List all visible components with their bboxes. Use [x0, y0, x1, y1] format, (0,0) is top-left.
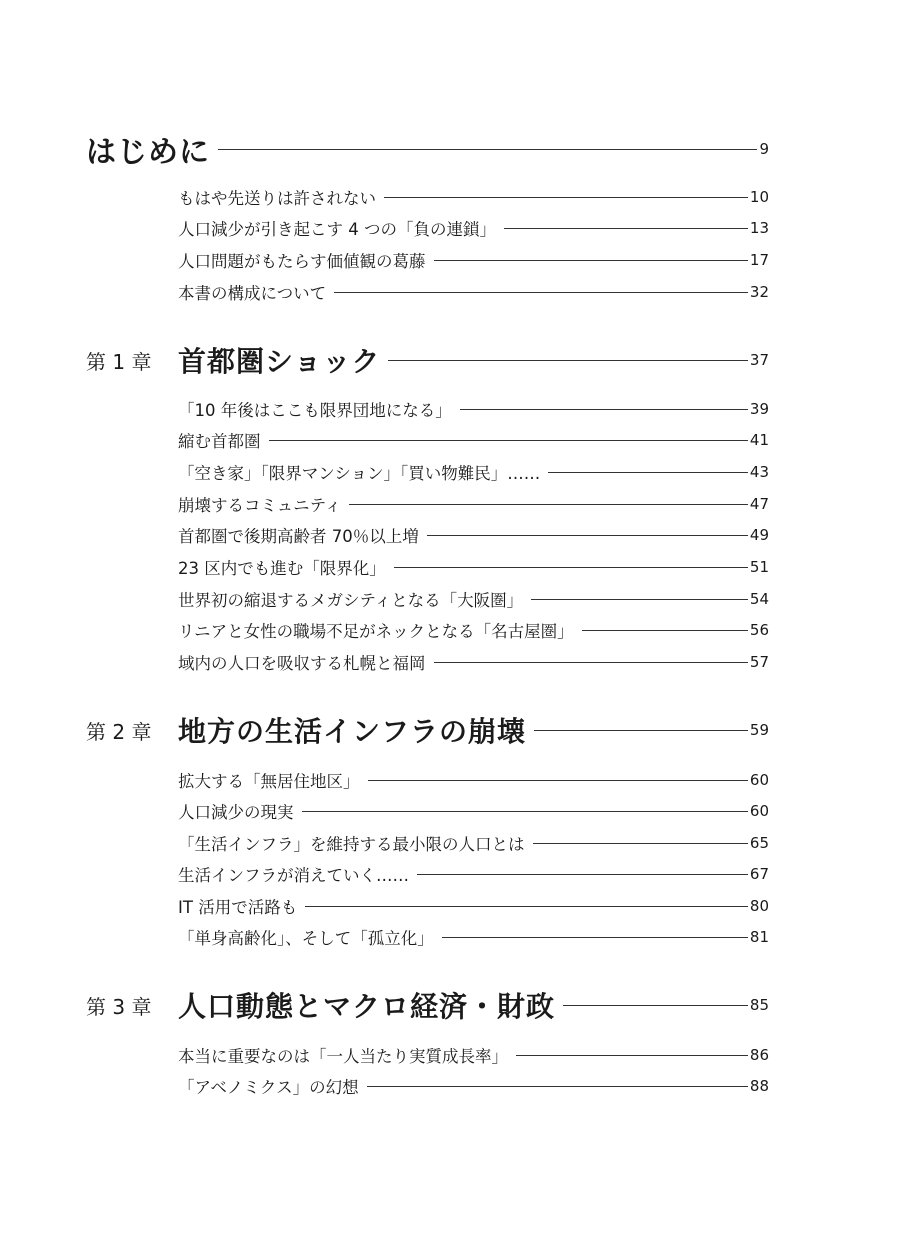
dot-leader: [434, 260, 748, 261]
dot-leader: [533, 843, 748, 844]
dot-leader: [218, 149, 757, 150]
section-title: もはや先送りは許されない: [178, 189, 376, 208]
toc-entry: [178, 523, 769, 547]
page-number: 60: [749, 771, 769, 789]
page-number: 17: [749, 251, 769, 269]
dot-leader: [394, 567, 748, 568]
page-number: 80: [749, 897, 769, 915]
page-number: 9: [759, 140, 769, 158]
toc-entry: [178, 831, 769, 855]
dot-leader: [516, 1055, 748, 1056]
dot-leader: [582, 630, 748, 631]
toc-entry: [178, 862, 769, 886]
toc-entry: [178, 185, 769, 209]
section-title: 生活インフラが消えていく……: [178, 866, 409, 885]
chapter-title: 地方の生活インフラの崩壊: [178, 715, 527, 748]
chapter-title: 首都圏ショック: [178, 345, 381, 378]
chapter-heading: [86, 710, 769, 750]
toc-entry: [178, 555, 769, 579]
dot-leader: [334, 292, 748, 293]
chapter-title: 人口動態とマクロ経済・財政: [178, 990, 556, 1023]
page-number: 54: [749, 590, 769, 608]
page-number: 10: [749, 188, 769, 206]
dot-leader: [367, 1086, 748, 1087]
page-number: 41: [749, 431, 769, 449]
dot-leader: [305, 906, 748, 907]
page-number: 86: [749, 1046, 769, 1064]
toc-entry: [178, 460, 769, 484]
section-title: 「生活インフラ」を維持する最小限の人口とは: [178, 835, 525, 854]
section-title: 拡大する「無居住地区」: [178, 772, 360, 791]
page-number: 67: [749, 865, 769, 883]
section-title: IT 活用で活路も: [178, 898, 298, 917]
toc-entry: [178, 925, 769, 949]
toc-entry: [178, 280, 769, 304]
dot-leader: [368, 780, 748, 781]
dot-leader: [548, 472, 748, 473]
section-title: 本当に重要なのは「一人当たり実質成長率」: [178, 1047, 508, 1066]
page-number: 88: [749, 1077, 769, 1095]
dot-leader: [504, 228, 748, 229]
section-title: 人口減少が引き起こす 4 つの「負の連鎖」: [178, 220, 496, 239]
page-number: 37: [749, 351, 769, 369]
dot-leader: [534, 730, 748, 731]
section-title: 首都圏で後期高齢者 70％以上増: [178, 527, 419, 546]
page-number: 59: [749, 721, 769, 739]
chapter-number: 第 1 章: [86, 349, 152, 374]
intro-title: はじめに: [86, 135, 210, 170]
section-title: 縮む首都圏: [178, 432, 261, 451]
dot-leader: [427, 535, 748, 536]
dot-leader: [417, 874, 748, 875]
dot-leader: [442, 937, 748, 938]
dot-leader: [434, 662, 748, 663]
toc-entry: [178, 768, 769, 792]
section-title: 人口問題がもたらす価値観の葛藤: [178, 252, 426, 271]
page-number: 57: [749, 653, 769, 671]
section-title: 「空き家」「限界マンション」「買い物難民」……: [178, 464, 541, 483]
page-number: 85: [749, 996, 769, 1014]
section-title: 「10 年後はここも限界団地になる」: [178, 401, 452, 420]
chapter-number: 第 2 章: [86, 719, 152, 744]
dot-leader: [531, 599, 748, 600]
page-number: 43: [749, 463, 769, 481]
chapter-heading: [86, 340, 769, 380]
intro-heading: [86, 130, 769, 168]
dot-leader: [563, 1005, 748, 1006]
section-title: リニアと女性の職場不足がネックとなる「名古屋圏」: [178, 622, 574, 641]
toc-entry: [178, 216, 769, 240]
toc-entry: [178, 799, 769, 823]
toc-entry: [178, 248, 769, 272]
dot-leader: [460, 409, 748, 410]
page-number: 39: [749, 400, 769, 418]
section-title: 「アベノミクス」の幻想: [178, 1078, 359, 1097]
page-number: 32: [749, 283, 769, 301]
toc-entry: [178, 1074, 769, 1098]
dot-leader: [388, 360, 747, 361]
page-number: 49: [749, 526, 769, 544]
page-number: 81: [749, 928, 769, 946]
toc-entry: [178, 397, 769, 421]
dot-leader: [384, 197, 748, 198]
section-title: 本書の構成について: [178, 284, 327, 303]
section-title: 域内の人口を吸収する札幌と福岡: [178, 654, 426, 673]
page-number: 51: [749, 558, 769, 576]
toc-entry: [178, 428, 769, 452]
dot-leader: [302, 811, 748, 812]
section-title: 人口減少の現実: [178, 803, 294, 822]
page-number: 56: [749, 621, 769, 639]
page-number: 60: [749, 802, 769, 820]
toc-entry: [178, 1043, 769, 1067]
toc-entry: [178, 618, 769, 642]
section-title: 世界初の縮退するメガシティとなる「大阪圏」: [178, 591, 524, 610]
page-number: 13: [749, 219, 769, 237]
chapter-heading: [86, 985, 769, 1025]
section-title: 23 区内でも進む「限界化」: [178, 559, 386, 578]
page-number: 47: [749, 495, 769, 513]
page-number: 65: [749, 834, 769, 852]
toc-entry: [178, 894, 769, 918]
section-title: 「単身高齢化」、そして「孤立化」: [178, 929, 434, 948]
dot-leader: [349, 504, 748, 505]
section-title: 崩壊するコミュニティ: [178, 496, 342, 515]
toc-entry: [178, 650, 769, 674]
toc-entry: [178, 492, 769, 516]
toc-entry: [178, 587, 769, 611]
dot-leader: [269, 440, 748, 441]
chapter-number: 第 3 章: [86, 994, 152, 1019]
